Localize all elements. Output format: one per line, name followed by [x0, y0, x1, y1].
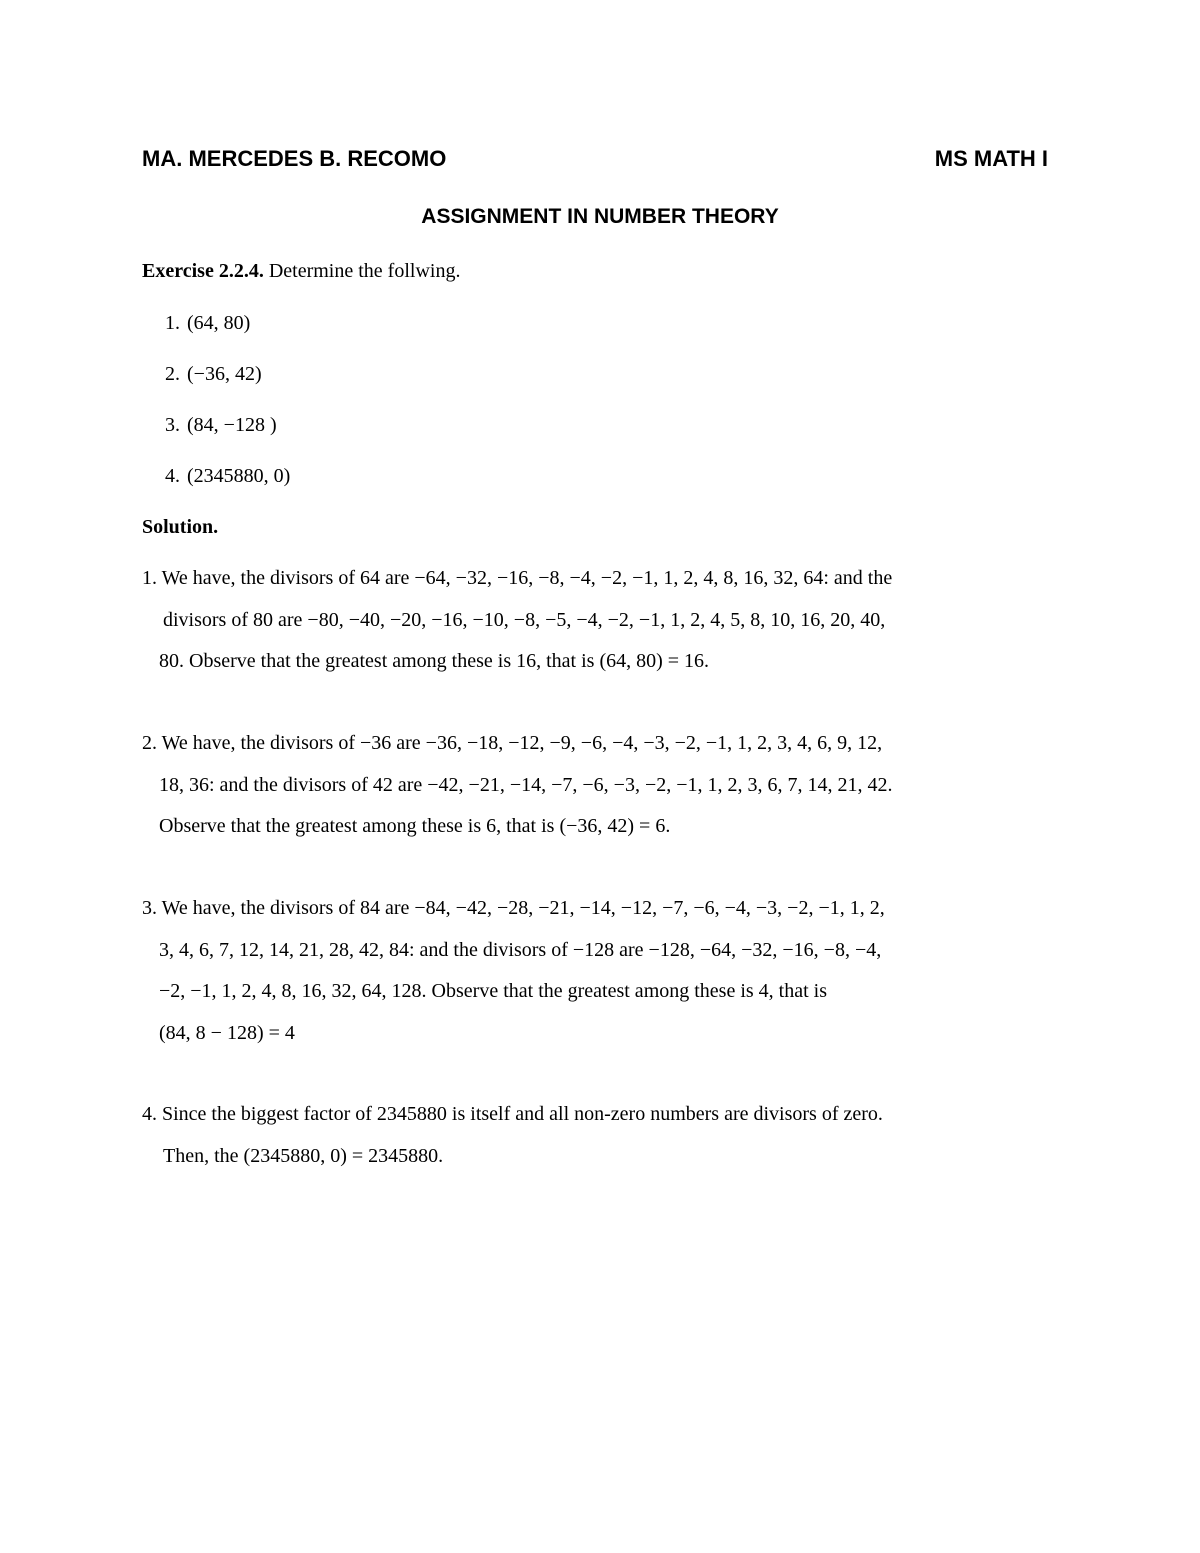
- solution-line: Observe that the greatest among these is 6, that is (−36, 42) = 6.: [159, 815, 671, 837]
- solution-part-4: [142, 1094, 1062, 1177]
- solution-line: 18, 36: and the divisors of 42 are −42, −21, −14, −7, −6, −3, −2, −1, 1, 2, 3, 6, 7, 14, 21, 42.: [159, 773, 893, 796]
- item-number: 1.: [165, 312, 180, 334]
- solution-line: −2, −1, 1, 2, 4, 8, 16, 32, 64, 128. Observe that the greatest among these is 4, that is: [159, 980, 828, 1002]
- solution-label: Solution.: [142, 516, 219, 538]
- solution-line: 3. We have, the divisors of 84 are −84, −42, −28, −21, −14, −12, −7, −6, −4, −3, −2, −1, 1, 2,: [142, 897, 885, 919]
- exercise-item: [165, 414, 277, 437]
- solution-part-1: [142, 558, 1062, 683]
- item-number: 4.: [165, 465, 180, 487]
- solution-line: 2. We have, the divisors of −36 are −36, −18, −12, −9, −6, −4, −3, −2, −1, 1, 2, 3, 4, 6, 9, 12,: [142, 732, 883, 754]
- solution-line: 1. We have, the divisors of 64 are −64, −32, −16, −8, −4, −2, −1, 1, 2, 4, 8, 16, 32, 64: and the: [142, 567, 893, 589]
- exercise-label: Exercise 2.2.4.: [142, 260, 264, 282]
- exercise-item: [165, 363, 262, 386]
- item-number: 3.: [165, 414, 180, 436]
- document-header: [142, 146, 1048, 172]
- solution-line: (84, 8 − 128) = 4: [159, 1021, 295, 1044]
- solution-part-3: [142, 888, 1062, 1054]
- exercise-statement: [142, 260, 460, 283]
- document-title: ASSIGNMENT IN NUMBER THEORY: [421, 205, 779, 228]
- item-expression: (64, 80): [187, 312, 251, 334]
- course-name: MS MATH I: [934, 146, 1048, 171]
- author-name: MA. MERCEDES B. RECOMO: [142, 146, 447, 171]
- item-number: 2.: [165, 363, 180, 385]
- solution-line: divisors of 80 are −80, −40, −20, −16, −10, −8, −5, −4, −2, −1, 1, 2, 4, 5, 8, 10, 16, 20, 40,: [163, 608, 886, 631]
- exercise-instruction: Determine the follwing.: [268, 260, 461, 282]
- item-expression: (2345880, 0): [187, 465, 291, 487]
- solution-line: Then, the (2345880, 0) = 2345880.: [163, 1144, 444, 1167]
- solution-part-2: [142, 723, 1062, 848]
- exercise-item: [165, 465, 290, 488]
- item-expression: (−36, 42): [187, 363, 262, 385]
- item-expression: (84, −128 ): [187, 414, 277, 436]
- exercise-item: [165, 312, 250, 335]
- solution-line: 4. Since the biggest factor of 2345880 is itself and all non-zero numbers are divisors of zero.: [142, 1103, 883, 1125]
- solution-line: 3, 4, 6, 7, 12, 14, 21, 28, 42, 84: and the divisors of −128 are −128, −64, −32, −16, −8, −4,: [159, 938, 882, 961]
- solution-line: 80. Observe that the greatest among these is 16, that is (64, 80) = 16.: [159, 650, 710, 672]
